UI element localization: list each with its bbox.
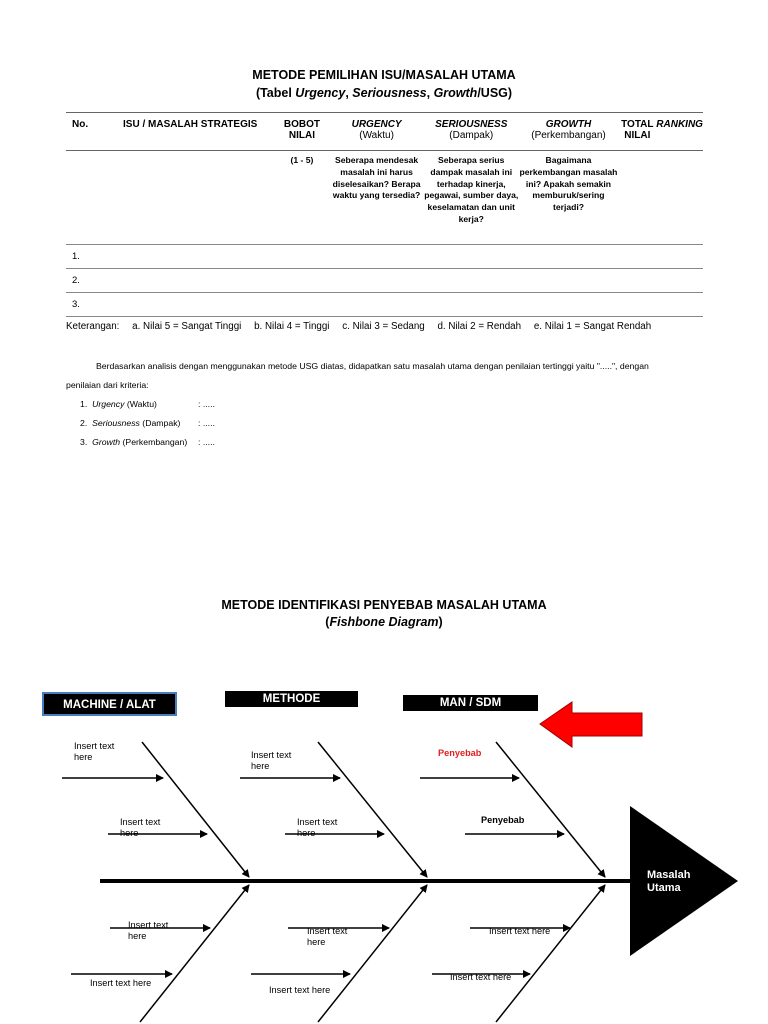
label-method-3: Insert text here xyxy=(307,926,348,947)
label-method-2: Insert text here xyxy=(297,817,338,836)
desc-growth: Bagaimana perkembangan masalah ini? Apakah semakin memburuk/sering terjadi? xyxy=(519,151,619,245)
red-arrow-icon xyxy=(540,702,642,747)
label-machine-4: Insert text here xyxy=(90,978,152,988)
category-machine: MACHINE / ALAT xyxy=(42,692,177,716)
bone-lower-1 xyxy=(140,885,249,1022)
keterangan-a: a. Nilai 5 = Sangat Tinggi xyxy=(132,321,242,332)
list-item: 2. Seriousness (Dampak) : ..... xyxy=(80,418,215,428)
header-bobot: BOBOT NILAI xyxy=(275,113,330,151)
keterangan-c: c. Nilai 3 = Sedang xyxy=(342,321,425,332)
header-isu: ISU / MASALAH STRATEGIS xyxy=(106,113,275,151)
list-item: 1. Urgency (Waktu) : ..... xyxy=(80,399,215,409)
bone-machine xyxy=(142,742,249,877)
bone-man xyxy=(496,742,605,877)
bone-lower-2 xyxy=(318,885,427,1022)
label-man-3: Insert text here xyxy=(489,926,551,936)
keterangan-d: d. Nilai 2 = Rendah xyxy=(437,321,522,332)
label-man-4: Insert text here xyxy=(450,972,512,982)
header-ranking: RANKING xyxy=(656,113,703,151)
keterangan-b: b. Nilai 4 = Tinggi xyxy=(254,321,330,332)
header-growth: GROWTH (Perkembangan) xyxy=(519,113,619,151)
usg-title-line2: (Tabel Urgency, Seriousness, Growth/USG) xyxy=(255,86,513,100)
desc-bobot: (1 - 5) xyxy=(275,151,330,245)
desc-urgency: Seberapa mendesak masalah ini harus diselesaikan? Berapa waktu yang tersedia? xyxy=(329,151,424,245)
header-seriousness: SERIOUSNESS (Dampak) xyxy=(424,113,519,151)
list-item: 3. Growth (Perkembangan) : ..... xyxy=(80,437,215,447)
label-method-1: Insert text here xyxy=(251,750,292,771)
keterangan-label: Keterangan: xyxy=(66,321,120,332)
label-machine-1: Insert text here xyxy=(74,741,115,762)
bone-lower-3 xyxy=(496,885,605,1022)
label-method-4: Insert text here xyxy=(269,985,331,995)
label-machine-2: Insert text here xyxy=(120,817,161,836)
paragraph-line2: penilaian dari kriteria: xyxy=(66,380,149,390)
usg-title-line1: METODE PEMILIHAN ISU/MASALAH UTAMA xyxy=(252,68,516,82)
header-total: TOTAL NILAI xyxy=(618,113,656,151)
fishbone-title-line2: (Fishbone Diagram) xyxy=(325,615,443,629)
row-number: 1. xyxy=(66,245,106,269)
label-machine-3: Insert text here xyxy=(128,920,169,941)
label-man-penyebab-2: Penyebab xyxy=(481,815,525,825)
paragraph-line1: Berdasarkan analisis dengan menggunakan metode USG diatas, didapatkan satu masalah utama dengan penilaian tertinggi yaitu ".....", dengan xyxy=(96,361,649,371)
desc-seriousness: Seberapa serius dampak masalah ini terhadap kinerja, pegawai, sumber daya, keselamatan dan unit kerja? xyxy=(424,151,519,245)
row-number: 2. xyxy=(66,269,106,293)
fishbone-title-line1: METODE IDENTIFIKASI PENYEBAB MASALAH UTAMA xyxy=(221,598,547,612)
label-man-penyebab-1: Penyebab xyxy=(438,748,482,758)
row-number: 3. xyxy=(66,293,106,317)
main-problem-label: Masalah Utama xyxy=(647,869,691,894)
keterangan-e: e. Nilai 1 = Sangat Rendah xyxy=(533,321,652,332)
header-urgency: URGENCY (Waktu) xyxy=(329,113,424,151)
category-method: METHODE xyxy=(225,691,358,707)
header-no: No. xyxy=(66,113,106,151)
bone-method xyxy=(318,742,427,877)
category-man: MAN / SDM xyxy=(403,695,538,711)
